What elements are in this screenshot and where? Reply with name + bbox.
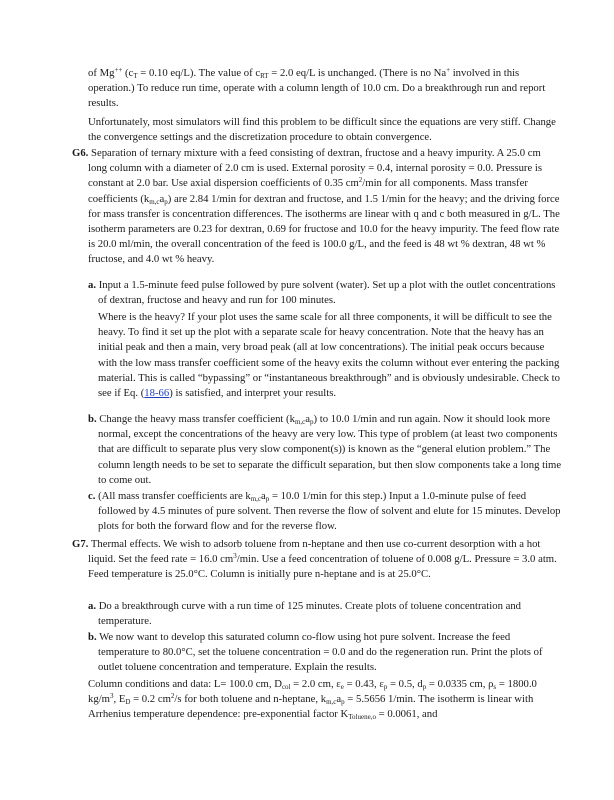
text: = 2.0 eq/L is unchanged. (There is no Na: [268, 67, 447, 79]
text: = 0.0335 cm, ρ: [426, 678, 494, 690]
subscript: p: [265, 495, 270, 503]
subscript: col: [281, 683, 291, 691]
text: = 0.5, d: [387, 678, 423, 690]
subscript: p: [383, 683, 388, 691]
subscript: s: [493, 683, 497, 691]
subscript: m,c: [250, 495, 262, 503]
text: a: [336, 693, 342, 706]
problem-g6-part-b: [88, 412, 562, 488]
text: ) is satisfied, and interpret your results.: [169, 387, 337, 400]
text: Do a breakthrough curve with a run time of 125 minutes. Create plots of toluene concentration and temperature.: [96, 600, 522, 628]
text: ) to 10.0 1/min and run again. Now it should look more normal, except the concentrations of the heavy are very low. This type of problem (at least two components that are difficult to separate plus very slow component(s)) is known as the “general elution problem.” The column length needs to be set to separate the difficult separation, but then slow components take a long time to come out.: [98, 413, 562, 486]
text: Change the heavy mass transfer coefficient (k: [96, 413, 295, 425]
text: = 0.10 eq/L). The value of c: [137, 67, 261, 79]
superscript: ++: [114, 66, 123, 74]
text: = 0.0061, and: [375, 708, 438, 721]
text: Input a 1.5-minute feed pulse followed by pure solvent (water). Set up a plot with the outlet concentrations of dextran, fructose and heavy and run for 100 minutes.: [96, 279, 556, 307]
part-label: a.: [88, 600, 97, 612]
subscript: m,c: [149, 197, 160, 206]
subscript: m,c: [294, 418, 306, 426]
problem-g7-conditions: [88, 677, 564, 723]
text: We now want to develop this saturated column co-flow using hot pure solvent. Increase the feed temperature to 80.0°C, set the toluene concentration = 0.0 and do the regeneration run. Print the plots of outlet toluene concentration and temperature. Explain the results.: [96, 631, 543, 674]
text: a: [159, 192, 165, 205]
text: , E: [113, 693, 126, 706]
subscript: p: [341, 698, 345, 707]
text: (c: [122, 67, 134, 79]
problem-label: G6.: [72, 147, 89, 159]
text: (All mass transfer coefficients are k: [95, 490, 251, 502]
problem-g7-part-b: [88, 630, 562, 676]
subscript: p: [164, 197, 168, 206]
text: = 5.5656 1/min. The isotherm is linear with Arrhenius temperature dependence: pre-exponential factor K: [88, 693, 534, 721]
text: /min for all components. Mass transfer coefficients (k: [88, 177, 528, 205]
text: = 0.43, ε: [343, 678, 384, 690]
problem-g6: [72, 146, 562, 268]
superscript: +: [446, 66, 451, 74]
intro-paragraph-2: Unfortunately, most simulators will find this problem to be difficult since the equations are very stiff. Change the convergence settings and the discretization procedure to obtain convergence.: [88, 116, 556, 144]
text: a: [261, 490, 266, 502]
text: = 10.0 1/min for this step.) Input a 1.0-minute pulse of feed followed by 4.5 minutes of pure solvent. Then reverse the flow of solvent and elute for 15 minutes. Develop plots for both the forward flow and for the reverse flow.: [98, 490, 561, 533]
subscript: p: [422, 683, 427, 691]
subscript: RT: [260, 72, 269, 80]
part-label: c.: [88, 490, 96, 502]
part-label: b.: [88, 413, 97, 425]
problem-g7-part-a: [88, 599, 562, 629]
subscript: m,c: [326, 698, 337, 707]
subscript: e: [340, 683, 344, 691]
text: ) are 2.84 1/min for dextran and fructose, and 1.5 1/min for the heavy; and the driving force for mass transfer is concentration differences. The isotherms are linear with q and c both measured in g/L. The isotherm parameters are 0.23 for dextran, 0.69 for fructose and 10.0 for the heavy impurity. The feed flow rate is 20.0 ml/min, the overall concentration of the feed is 100.0 g/L, and the feed is 48 wt % dextran, 48 wt % fructose, and 4.0 wt % heavy.: [88, 192, 560, 266]
superscript: 2: [358, 176, 363, 185]
text: a: [305, 413, 311, 425]
text: Separation of ternary mixture with a feed consisting of dextran, fructose and a heavy impurity. A 25.0 cm long column with a diameter of 2.0 cm is used. External porosity = 0.4, internal porosity = 0.0. Pressure is constant at 2.0 bar. Use axial dispersion coefficients of 0.35 cm: [88, 147, 543, 190]
superscript: 2: [170, 692, 175, 701]
text: Thermal effects. We wish to adsorb toluene from n-heptane and then use co-current desorption with a hot liquid. Set the feed rate = 16.0 cm: [88, 538, 541, 566]
text: = 1800.0 kg/m: [88, 678, 537, 706]
text: Where is the heavy? If your plot uses the same scale for all three components, it will be difficult to see the heavy. To find it set up the plot with a separate scale for heavy concentration. Note that the heavy has an initial peak and then a main, very broad peak (all at low concentrations). The initial peak occurs because with the low mass transfer coefficient some of the heavy exits the column without ever entering the packing material. This is called “bypassing” or “instantaneous breakthrough” and is obviously undesirable. Check to see if Eq. (: [98, 311, 560, 400]
equation-link[interactable]: 18-66: [144, 387, 170, 400]
text: /s for both toluene and n-heptane, k: [174, 693, 327, 706]
subscript: D: [125, 698, 131, 707]
text: = 0.2 cm: [130, 693, 171, 706]
subscript: p: [310, 418, 314, 426]
text: Column conditions and data: L= 100.0 cm, D: [88, 678, 282, 690]
problem-g6-part-c: [88, 489, 562, 535]
text: /min. Use a feed concentration of toluene of 0.008 g/L. Pressure = 3.0 atm. Feed temperature is 25.0°C. Column is initially pure n-heptane and is at 25.0°C.: [88, 553, 557, 581]
problem-g6-part-a: [88, 278, 562, 308]
part-label: b.: [88, 631, 97, 643]
problem-g7: [72, 537, 562, 583]
superscript: 3: [109, 692, 114, 701]
text: = 2.0 cm, ε: [290, 678, 341, 690]
subscript: Toluene,o: [348, 713, 376, 722]
subscript: T: [133, 72, 138, 80]
problem-g6-part-a-discussion: [98, 310, 562, 401]
text: of Mg: [88, 67, 115, 79]
problem-label: G7.: [72, 538, 89, 550]
text: involved in this operation.) To reduce run time, operate with a column length of 10.0 cm. Do a breakthrough run and report results.: [88, 67, 546, 110]
intro-paragraph: [88, 66, 558, 112]
part-label: a.: [88, 279, 97, 291]
superscript: 3: [233, 552, 237, 561]
